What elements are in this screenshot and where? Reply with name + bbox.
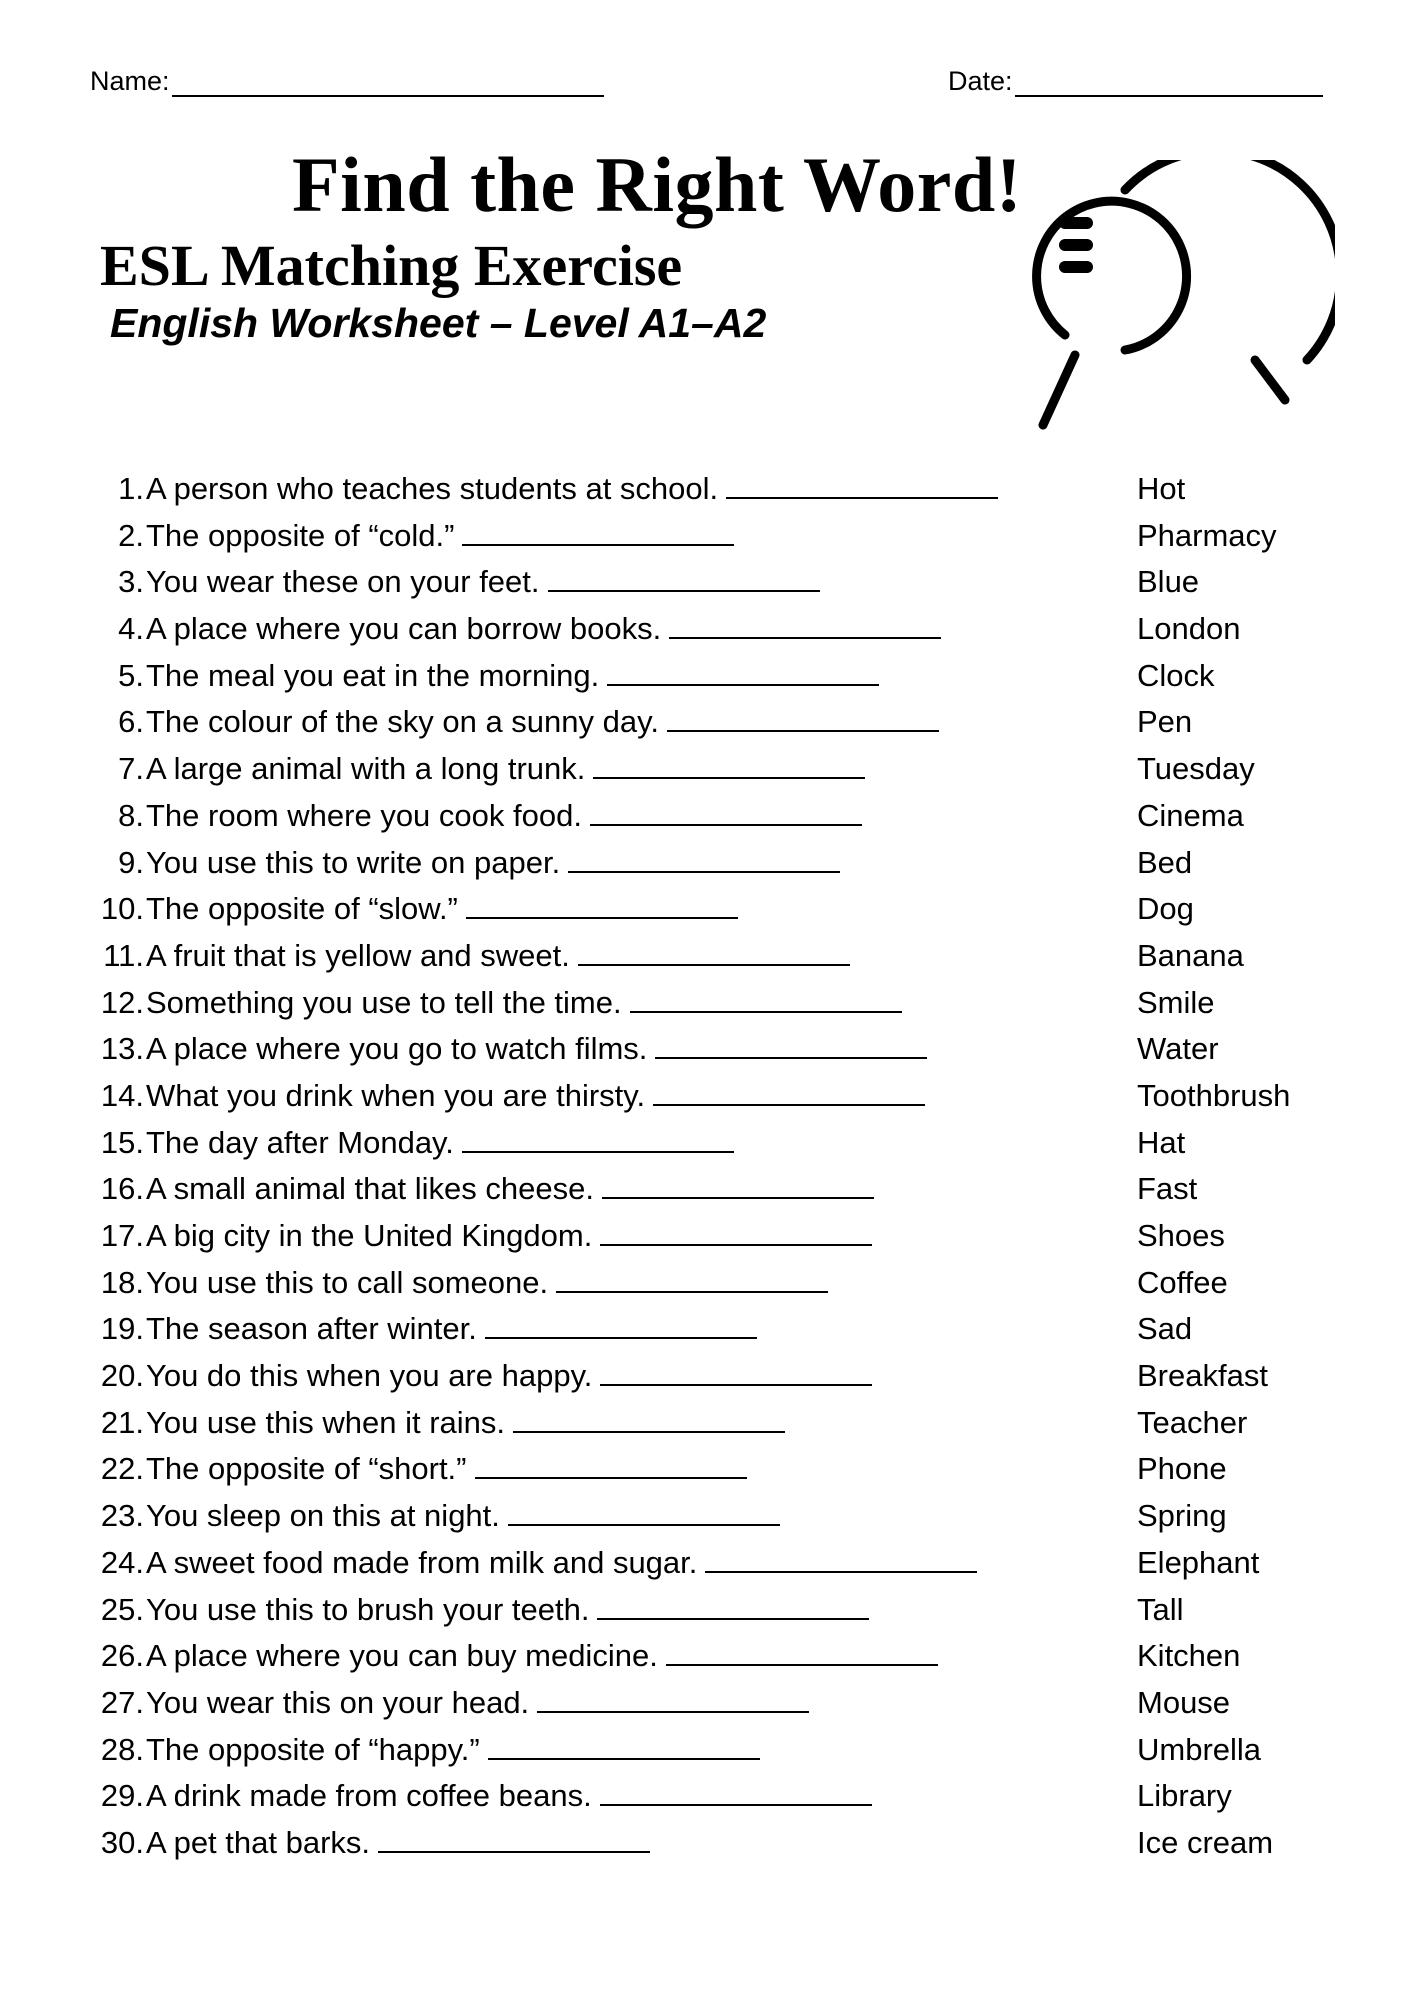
question-text: The opposite of “cold.”: [146, 517, 455, 553]
answer-blank[interactable]: [462, 1121, 734, 1153]
question-text: The day after Monday.: [146, 1124, 454, 1160]
item-question: [146, 699, 939, 746]
item-number: 20.: [100, 1358, 144, 1394]
list-item: [0, 1633, 1414, 1680]
word-option: Smile: [1137, 984, 1215, 1020]
word-option: Phone: [1137, 1451, 1227, 1487]
answer-blank[interactable]: [600, 1214, 872, 1246]
item-number: 6.: [118, 704, 144, 740]
item-number: 17.: [100, 1218, 144, 1253]
answer-blank[interactable]: [590, 794, 862, 826]
list-item: [0, 653, 1414, 700]
list-item: [0, 559, 1414, 606]
word-option: Breakfast: [1137, 1358, 1268, 1394]
item-number: 2.: [118, 517, 144, 553]
question-text: Something you use to tell the time.: [146, 984, 622, 1020]
list-item: [0, 840, 1414, 887]
item-question: [146, 1540, 977, 1587]
item-question: [146, 1260, 828, 1307]
word-option: Fast: [1137, 1171, 1198, 1207]
page-subtitle: ESL Matching Exercise: [100, 233, 683, 298]
question-text: You wear these on your feet.: [146, 564, 540, 600]
answer-blank[interactable]: [593, 747, 865, 779]
list-item: [0, 606, 1414, 653]
answer-blank[interactable]: [378, 1821, 650, 1853]
answer-blank[interactable]: [630, 981, 902, 1013]
item-question: [146, 466, 998, 513]
word-option: Kitchen: [1137, 1638, 1241, 1674]
list-item: [0, 1213, 1414, 1260]
word-option: Cinema: [1137, 797, 1244, 833]
item-question: [146, 1306, 757, 1353]
question-text: The room where you cook food.: [146, 797, 582, 833]
answer-blank[interactable]: [485, 1307, 757, 1339]
list-item: [0, 466, 1414, 513]
item-number: 9.: [118, 844, 144, 880]
answer-blank[interactable]: [556, 1261, 828, 1293]
item-question: [146, 840, 840, 887]
item-question: [146, 1820, 650, 1867]
word-option: Sad: [1137, 1311, 1193, 1347]
question-text: You do this when you are happy.: [146, 1358, 593, 1394]
answer-blank[interactable]: [537, 1681, 809, 1713]
list-item: [0, 793, 1414, 840]
name-field[interactable]: [90, 66, 604, 97]
list-item: [0, 1587, 1414, 1634]
question-text: You use this when it rains.: [146, 1404, 506, 1440]
item-question: [146, 1166, 874, 1213]
item-question: [146, 933, 850, 980]
word-option: Banana: [1137, 937, 1244, 973]
word-option: Dog: [1137, 891, 1194, 927]
question-text: The meal you eat in the morning.: [146, 657, 600, 693]
item-question: [146, 1213, 872, 1260]
item-number: 23.: [100, 1498, 144, 1534]
list-item: [0, 746, 1414, 793]
question-text: A drink made from coffee beans.: [146, 1778, 592, 1814]
list-item: [0, 1026, 1414, 1073]
item-number: 3.: [118, 564, 144, 600]
answer-blank[interactable]: [513, 1401, 785, 1433]
item-question: [146, 1026, 927, 1073]
item-question: [146, 1680, 809, 1727]
item-number: 13.: [100, 1031, 144, 1067]
item-question: [146, 1073, 925, 1120]
item-question: [146, 1400, 785, 1447]
answer-blank[interactable]: [466, 887, 738, 919]
word-option: Library: [1137, 1778, 1232, 1814]
answer-blank[interactable]: [653, 1074, 925, 1106]
question-text: A place where you can buy medicine.: [146, 1638, 658, 1674]
answer-blank[interactable]: [607, 654, 879, 686]
word-option: Tall: [1137, 1591, 1184, 1627]
list-item: [0, 1446, 1414, 1493]
question-text: A pet that barks.: [146, 1824, 371, 1860]
list-item: [0, 1073, 1414, 1120]
item-question: [146, 653, 879, 700]
word-option: Hot: [1137, 471, 1186, 506]
item-question: [146, 559, 820, 606]
question-text: A place where you can borrow books.: [146, 611, 662, 647]
item-number: 26.: [100, 1638, 144, 1674]
list-item: [0, 1353, 1414, 1400]
question-text: The opposite of “short.”: [146, 1451, 467, 1487]
item-number: 8.: [118, 797, 144, 833]
word-option: Bed: [1137, 844, 1193, 880]
word-option: Teacher: [1137, 1404, 1248, 1440]
question-text: You use this to write on paper.: [146, 844, 561, 880]
item-number: 25.: [100, 1591, 144, 1627]
date-field[interactable]: [948, 66, 1323, 97]
matching-list: [0, 466, 1414, 1867]
question-text: The opposite of “slow.”: [146, 891, 458, 927]
name-label: Name:: [90, 66, 170, 96]
question-text: What you drink when you are thirsty.: [146, 1077, 646, 1113]
question-text: A small animal that likes cheese.: [146, 1171, 594, 1207]
word-option: Toothbrush: [1137, 1077, 1291, 1113]
date-blank[interactable]: [1015, 67, 1323, 97]
item-number: 1.: [118, 471, 144, 506]
word-option: Spring: [1137, 1498, 1227, 1534]
answer-blank[interactable]: [667, 700, 939, 732]
question-text: The season after winter.: [146, 1311, 477, 1347]
level-label: English Worksheet – Level A1–A2: [110, 300, 767, 346]
item-number: 14.: [100, 1077, 144, 1113]
list-item: [0, 1820, 1414, 1867]
word-option: Water: [1137, 1031, 1219, 1067]
item-number: 5.: [118, 657, 144, 693]
word-option: Elephant: [1137, 1544, 1260, 1580]
word-option: Clock: [1137, 657, 1215, 693]
word-option: Pen: [1137, 704, 1193, 740]
item-number: 22.: [100, 1451, 144, 1487]
list-item: [0, 1400, 1414, 1447]
list-item: [0, 1773, 1414, 1820]
question-text: A place where you go to watch films.: [146, 1031, 648, 1067]
list-item: [0, 1540, 1414, 1587]
item-number: 16.: [100, 1171, 144, 1207]
question-text: A person who teaches students at school.: [146, 471, 719, 506]
item-question: [146, 746, 865, 793]
item-question: [146, 1353, 872, 1400]
word-option: Hat: [1137, 1124, 1186, 1160]
word-option: Shoes: [1137, 1218, 1225, 1253]
item-number: 18.: [100, 1264, 144, 1300]
list-item: [0, 1306, 1414, 1353]
item-number: 11.: [103, 937, 144, 973]
answer-blank[interactable]: [669, 607, 941, 639]
answer-blank[interactable]: [597, 1588, 869, 1620]
item-question: [146, 1446, 747, 1493]
question-text: A big city in the United Kingdom.: [146, 1218, 593, 1253]
item-number: 19.: [100, 1311, 144, 1347]
item-number: 27.: [100, 1684, 144, 1720]
word-option: Umbrella: [1137, 1731, 1262, 1767]
item-question: [146, 1587, 869, 1634]
name-blank[interactable]: [172, 67, 604, 97]
list-item: [0, 1260, 1414, 1307]
question-text: You use this to call someone.: [146, 1264, 549, 1300]
word-option: Pharmacy: [1137, 517, 1277, 553]
word-option: London: [1137, 611, 1241, 647]
item-question: [146, 980, 902, 1027]
item-number: 10.: [100, 891, 144, 927]
page-title: Find the Right Word!: [292, 141, 1023, 228]
list-item: [0, 980, 1414, 1027]
question-text: You wear this on your head.: [146, 1684, 530, 1720]
word-option: Tuesday: [1137, 751, 1255, 787]
answer-blank[interactable]: [568, 841, 840, 873]
word-option: Blue: [1137, 564, 1200, 600]
answer-blank[interactable]: [705, 1541, 977, 1573]
item-number: 12.: [100, 984, 144, 1020]
answer-blank[interactable]: [462, 514, 734, 546]
item-number: 21.: [100, 1404, 144, 1440]
item-number: 4.: [118, 611, 144, 647]
word-option: Mouse: [1137, 1684, 1231, 1720]
list-item: [0, 933, 1414, 980]
answer-blank[interactable]: [508, 1494, 780, 1526]
item-number: 24.: [100, 1544, 144, 1580]
item-question: [146, 886, 738, 933]
answer-blank[interactable]: [475, 1447, 747, 1479]
answer-blank[interactable]: [548, 560, 820, 592]
item-question: [146, 1633, 938, 1680]
item-question: [146, 1773, 872, 1820]
list-item: [0, 886, 1414, 933]
list-item: [0, 1727, 1414, 1774]
item-number: 29.: [100, 1778, 144, 1814]
item-question: [146, 1120, 734, 1167]
question-text: You use this to brush your teeth.: [146, 1591, 590, 1627]
item-number: 7.: [118, 751, 144, 787]
answer-blank[interactable]: [666, 1634, 938, 1666]
item-number: 30.: [100, 1824, 144, 1860]
answer-blank[interactable]: [602, 1167, 874, 1199]
answer-blank[interactable]: [726, 467, 998, 499]
list-item: [0, 1166, 1414, 1213]
question-text: A sweet food made from milk and sugar.: [146, 1544, 698, 1580]
item-question: [146, 606, 941, 653]
item-question: [146, 513, 734, 560]
answer-blank[interactable]: [600, 1354, 872, 1386]
date-label: Date:: [948, 66, 1013, 96]
list-item: [0, 699, 1414, 746]
answer-blank[interactable]: [600, 1774, 872, 1806]
list-item: [0, 1120, 1414, 1167]
question-text: A large animal with a long trunk.: [146, 751, 586, 787]
question-text: A fruit that is yellow and sweet.: [146, 937, 570, 973]
word-option: Coffee: [1137, 1264, 1228, 1300]
item-question: [146, 1727, 760, 1774]
list-item: [0, 1680, 1414, 1727]
question-text: The colour of the sky on a sunny day.: [146, 704, 659, 740]
list-item: [0, 513, 1414, 560]
answer-blank[interactable]: [578, 934, 850, 966]
answer-blank[interactable]: [488, 1728, 760, 1760]
question-text: You sleep on this at night.: [146, 1498, 500, 1534]
answer-blank[interactable]: [655, 1027, 927, 1059]
list-item: [0, 1493, 1414, 1540]
item-question: [146, 1493, 780, 1540]
item-question: [146, 793, 862, 840]
item-number: 28.: [100, 1731, 144, 1767]
word-option: Ice cream: [1137, 1824, 1274, 1860]
item-number: 15.: [100, 1124, 144, 1160]
question-text: The opposite of “happy.”: [146, 1731, 480, 1767]
chat-search-icon: [1015, 160, 1335, 440]
